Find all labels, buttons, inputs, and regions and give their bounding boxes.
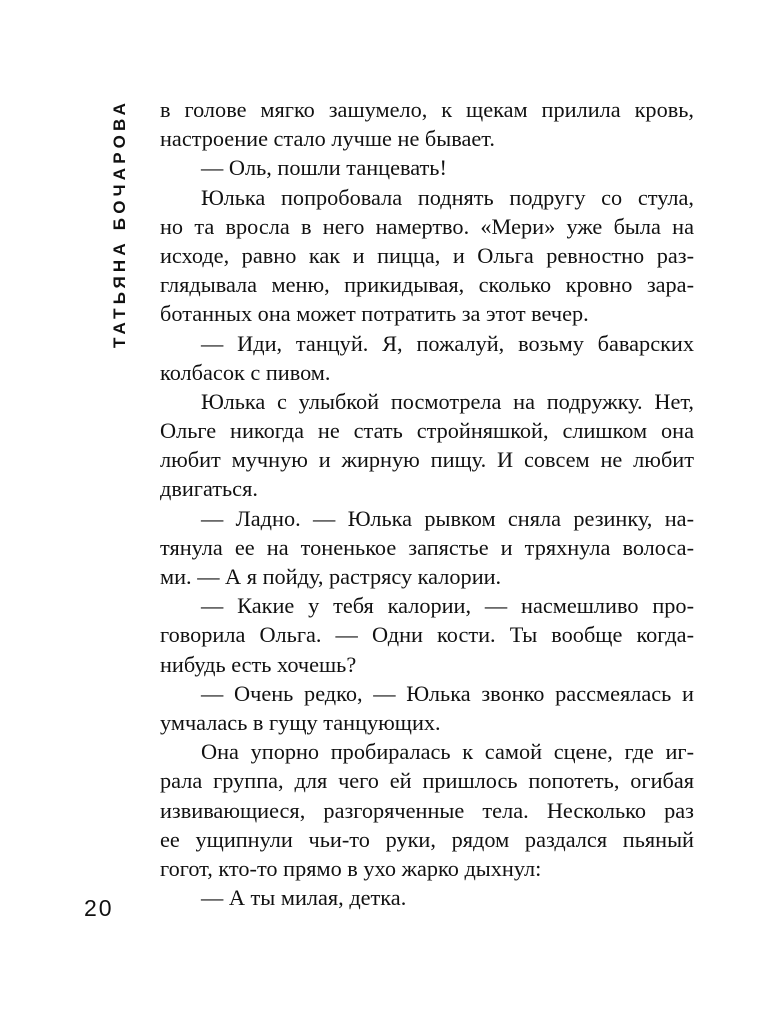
text-line: исходе, равно как и пицца, и Ольга ревностно раз- xyxy=(160,242,694,268)
text-line: колбасок с пивом. xyxy=(160,359,331,385)
text-line: говорила Ольга. — Одни кости. Ты вообще когда- xyxy=(160,622,694,648)
text-line: — А ты милая, детка. xyxy=(201,885,407,911)
text-line: нибудь есть хочешь? xyxy=(160,651,357,677)
text-line: Ольге никогда не стать стройняшкой, слишком она xyxy=(160,418,694,444)
text-line: глядывала меню, прикидывая, сколько кровно зара- xyxy=(160,272,694,298)
text-line: ее ущипнули чьи-то руки, рядом раздался пьяный xyxy=(160,826,694,852)
page-number: 20 xyxy=(84,895,114,921)
text-line: Юлька попробовала поднять подругу со стула, xyxy=(201,184,694,210)
text-line: извивающиеся, разгоряченные тела. Несколько раз xyxy=(160,797,694,823)
running-head: ТАТЬЯНА БОЧАРОВА xyxy=(110,98,129,348)
body-text xyxy=(160,95,694,912)
text-line: но та вросла в него намертво. «Мери» уже была на xyxy=(160,213,694,239)
text-line: ми. — А я пойду, растрясу калории. xyxy=(160,564,502,589)
text-line: Она упорно пробиралась к самой сцене, где иг- xyxy=(201,739,694,765)
text-line: — Ладно. — Юлька рывком сняла резинку, на- xyxy=(201,505,694,531)
text-line: настроение стало лучше не бывает. xyxy=(160,126,495,152)
text-line: в голове мягко зашумело, к щекам прилила кровь, xyxy=(160,97,694,122)
text-line: Юлька с улыбкой посмотрела на подружку. Нет, xyxy=(201,388,694,414)
text-line: тянула ее на тоненькое запястье и тряхнула волоса- xyxy=(160,534,694,560)
text-line: ботанных она может потратить за этот вечер. xyxy=(160,301,589,327)
text-line: — Очень редко, — Юлька звонко рассмеялась и xyxy=(201,680,694,706)
text-line: — Какие у тебя калории, — насмешливо про- xyxy=(201,593,694,619)
text-line: двигаться. xyxy=(160,476,258,502)
text-line: умчалась в гущу танцующих. xyxy=(160,709,441,735)
text-line: рала группа, для чего ей пришлось попотеть, огибая xyxy=(160,768,694,794)
text-line: — Иди, танцуй. Я, пожалуй, возьму баварских xyxy=(201,330,694,356)
text-line: любит мучную и жирную пищу. И совсем не любит xyxy=(160,447,694,473)
text-line: — Оль, пошли танцевать! xyxy=(201,155,447,181)
text-line: гогот, кто-то прямо в ухо жарко дыхнул: xyxy=(160,855,542,881)
